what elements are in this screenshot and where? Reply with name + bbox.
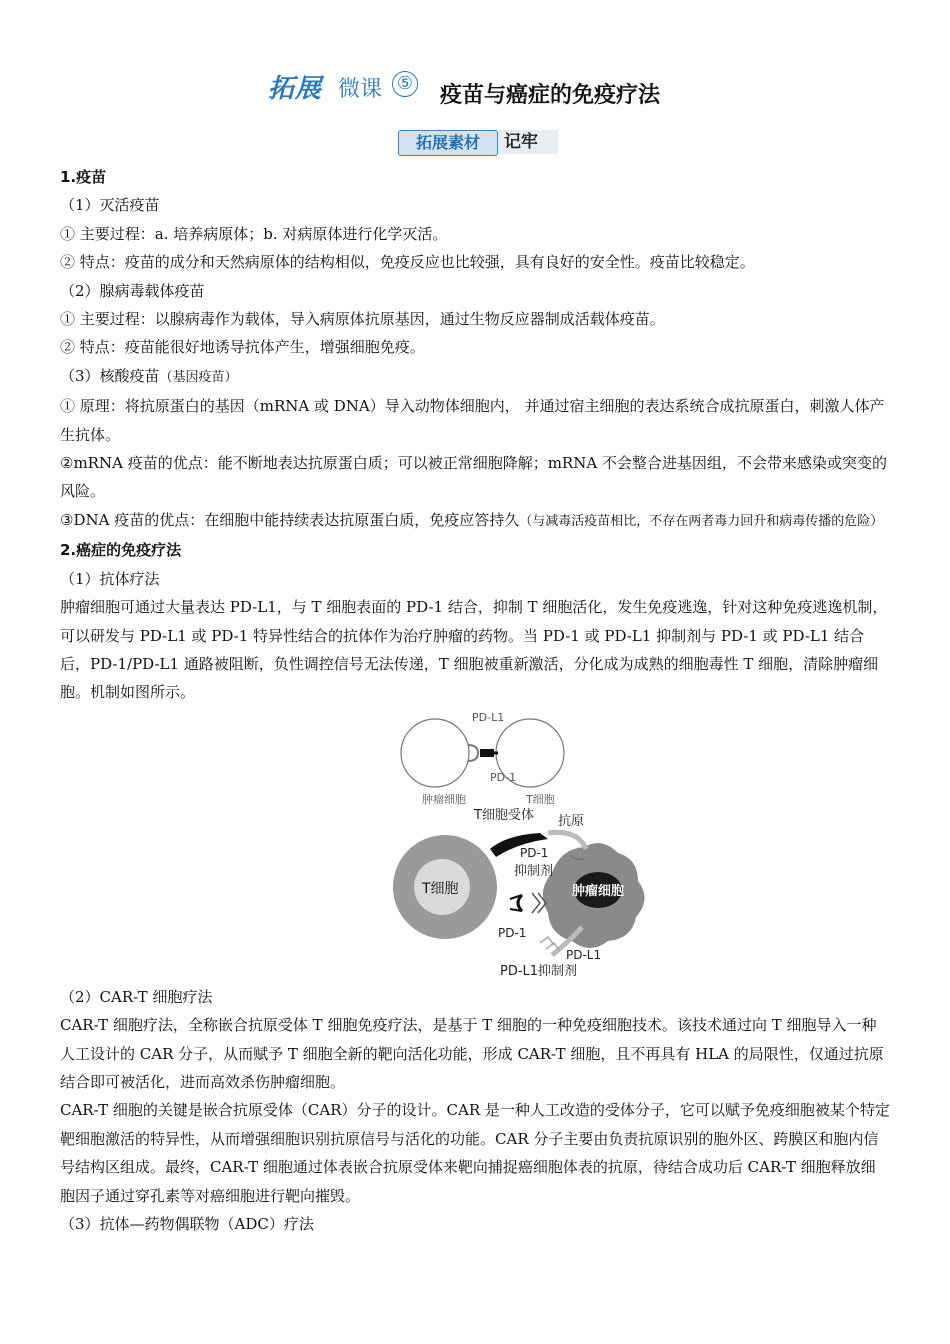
badge-tail: 记牢 — [498, 130, 558, 154]
subsection-heading: （2）腺病毒载体疫苗 — [60, 281, 205, 300]
paragraph: 肿瘤细胞可通过大量表达 PD-L1，与 T 细胞表面的 PD-1 结合，抑制 T 细胞活化，发生免疫逃逸，针对这种免疫逃逸机制，可以研发与 PD-L1 或 PD-1 特异性结合的抗体作为治疗肿瘤的药物。当 PD-1 或 PD-L1 抑制剂与 PD-1 或 PD-L1 结合后，PD-1/PD-L1 通路被阻断，负性调控信号无法传递，T 细胞被重新激活，分化成为成熟的细胞毒性 T 细胞，清除肿瘤细胞。机制如图所示。 — [60, 598, 888, 702]
pdl1-label: PD-L1 — [566, 947, 602, 962]
series-label: 拓展 — [268, 74, 323, 104]
pdl1-inhibitor-label: PD-L1抑制剂 — [500, 963, 578, 977]
paragraph: ③DNA 疫苗的优点：在细胞中能持续表达抗原蛋白质，免疫应答持久（与减毒活疫苗相比，不存在两者毒力回升和病毒传播的危险） — [60, 510, 884, 529]
paragraph: ① 主要过程：以腺病毒作为载体，导入病原体抗原基因，通过生物反应器制成活载体疫苗。 — [60, 310, 665, 329]
series-sub-label: 微课 — [338, 77, 383, 102]
pd1-label: PD-1 — [498, 925, 527, 940]
paragraph: ① 主要过程：a. 培养病原体；b. 对病原体进行化学灭活。 — [60, 224, 448, 243]
pd1-inhibitor-label-2: 抑制剂 — [514, 863, 554, 879]
subsection-heading: （1）灭活疫苗 — [60, 196, 160, 215]
top-tcell-label: T细胞 — [526, 792, 555, 806]
document-body — [60, 163, 890, 1238]
antigen-shape — [548, 832, 586, 849]
antigen-label: 抗原 — [558, 813, 585, 829]
top-pdl1-label: PD-L1 — [472, 710, 505, 724]
handwritten-note: （与减毒活疫苗相比，不存在两者毒力回升和病毒传播的危险） — [519, 513, 884, 529]
badge-label: 拓展素材 — [398, 130, 498, 156]
page-header — [0, 62, 950, 112]
top-tumor-label: 肿瘤细胞 — [422, 792, 466, 806]
section-2-heading: 2.癌症的免疫疗法 — [60, 541, 182, 560]
paragraph: CAR-T 细胞的关键是嵌合抗原受体（CAR）分子的设计。CAR 是一种人工改造的受体分子，它可以赋予免疫细胞被某个特定靶细胞激活的特异性，从而增强细胞识别抗原信号与活化的功能。CAR 分子主要由负责抗原识别的胞外区、跨膜区和胞内信号结构区组成。最终，CAR-T 细胞通过体表嵌合抗原受体来靶向捕捉癌细胞体表的抗原，待结合成功后 CAR-T 细胞释放细胞因子通过穿孔素等对癌细胞进行靶向摧毁。 — [60, 1101, 890, 1205]
pd1-inhibitor-label-1: PD-1 — [520, 845, 549, 860]
subsection-heading: （2）CAR-T 细胞疗法 — [60, 987, 213, 1006]
pd1-mechanism-figure — [60, 709, 890, 979]
page-title: 疫苗与癌症的免疫疗法 — [440, 83, 661, 108]
tumor-cell-label: 肿瘤细胞 — [572, 883, 625, 899]
top-tumor-cell — [401, 719, 469, 787]
top-pd1-label: PD-1 — [490, 770, 517, 784]
paragraph: ②mRNA 疫苗的优点：能不断地表达抗原蛋白质；可以被正常细胞降解；mRNA 不会整合进基因组，不会带来感染或突变的风险。 — [60, 454, 887, 501]
top-pd1-shape — [480, 749, 494, 757]
series-number: ⑤ — [392, 71, 418, 97]
paragraph: ① 原理：将抗原蛋白的基因（mRNA 或 DNA）导入动物体细胞内， 并通过宿主细胞的表达系统合成抗原蛋白，刺激人体产生抗体。 — [60, 397, 885, 444]
subsection-heading: （1）抗体疗法 — [60, 569, 160, 588]
handwritten-note: （基因疫苗） — [159, 369, 238, 385]
subsection-heading: （3）抗体—药物偶联物（ADC）疗法 — [60, 1214, 314, 1233]
section-1-heading: 1.疫苗 — [60, 168, 107, 186]
subsection-heading: （3）核酸疫苗（基因疫苗） — [60, 366, 238, 385]
tcr-label: T细胞受体 — [474, 807, 534, 823]
paragraph: ② 特点：疫苗的成分和天然病原体的结构相似，免疫反应也比较强，具有良好的安全性。疫苗比较稳定。 — [60, 253, 755, 272]
mechanism-diagram — [360, 709, 650, 977]
pd1-shape — [518, 895, 522, 911]
paragraph: ② 特点：疫苗能很好地诱导抗体产生，增强细胞免疫。 — [60, 338, 425, 357]
paragraph: CAR-T 细胞疗法，全称嵌合抗原受体 T 细胞免疫疗法，是基于 T 细胞的一种免疫细胞技术。该技术通过向 T 细胞导入一种人工设计的 CAR 分子，从而赋予 T 细胞全新的靶向活化功能，形成 CAR-T 细胞，且不再具有 HLA 的局限性，仅通过抗原结合即可被活化，进而高效杀伤肿瘤细胞。 — [60, 1016, 884, 1091]
t-cell-label: T细胞 — [422, 880, 459, 897]
